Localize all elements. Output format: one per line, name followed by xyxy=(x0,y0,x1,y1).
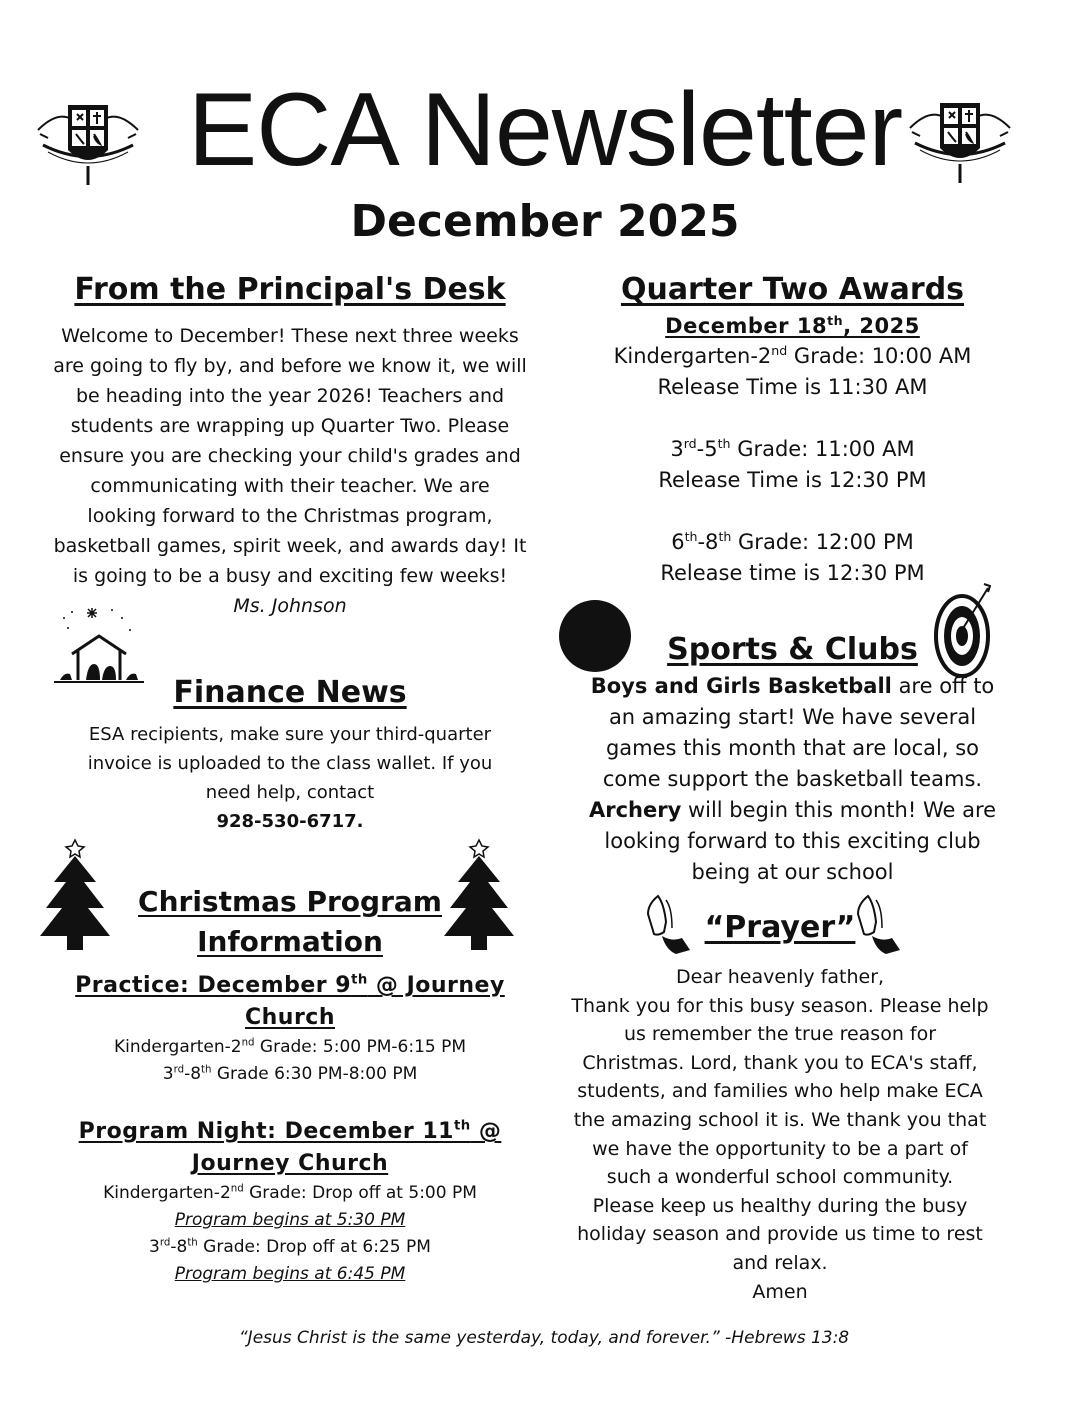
program-night-times: Kindergarten-2nd Grade: Drop off at 5:00 PM Program begins at 5:30 PM 3rd-8th Grade: Drop off at 6:25 PM Program begins at 6:45 PM xyxy=(103,1183,477,1284)
finance-message xyxy=(30,720,550,836)
practice-heading: Practice: December 9th @ Journey Church xyxy=(75,972,505,1030)
prayer-section xyxy=(530,910,1030,1306)
christmas-heading-line1: Christmas Program xyxy=(138,885,442,918)
awards-date: December 18th, 2025 xyxy=(665,313,920,338)
program-night-heading: Program Night: December 11th @ Journey Church xyxy=(78,1118,502,1176)
finance-section xyxy=(30,675,550,836)
prayer-text: Dear heavenly father, Thank you for this busy season. Please help us remember the true reason for Christmas. Lord, thank you to ECA's staff, students, and families who help make ECA the amazing school it is. We thank you that we have the opportunity to be a part of such a wonderful school community. Please keep us healthy during the busy holiday season and provide us time to rest and relax. Amen xyxy=(571,966,989,1303)
newsletter-date: December 2025 xyxy=(350,196,740,247)
finance-line: ESA recipients, make sure your third-quarter xyxy=(88,724,492,745)
finance-line: invoice is uploaded to the class wallet. If you xyxy=(87,753,493,774)
footer-quote: “Jesus Christ is the same yesterday, today, and forever.” -Hebrews 13:8 xyxy=(238,1328,850,1348)
principal-line: students are wrapping up Quarter Two. Please xyxy=(70,415,510,437)
awards-section xyxy=(540,272,1045,589)
sports-section xyxy=(540,632,1045,888)
finance-phone: 928-530-6717. xyxy=(216,811,364,832)
sports-message: Boys and Girls Basketball are off to an amazing start! We have several games this month that are local, so come support the basketball teams. Archery will begin this month! We are looking forward to this exciting club being at our school xyxy=(588,674,997,884)
principal-line: looking forward to the Christmas program, xyxy=(87,505,493,527)
finance-line: need help, contact xyxy=(205,782,375,803)
principal-line: is going to be a busy and exciting few weeks! xyxy=(72,565,508,587)
principal-line: Welcome to December! These next three weeks xyxy=(61,325,519,347)
christmas-heading-line2: Information xyxy=(197,925,383,958)
principal-message xyxy=(30,321,550,621)
nativity-icon xyxy=(52,604,147,686)
practice-times: Kindergarten-2nd Grade: 5:00 PM-6:15 PM 3rd-8th Grade 6:30 PM-8:00 PM xyxy=(113,1037,467,1084)
principal-section xyxy=(30,272,550,621)
principal-line: ensure you are checking your child's grades and xyxy=(59,445,521,467)
principal-line: are going to fly by, and before we know it, we will xyxy=(53,355,527,377)
christmas-program-section xyxy=(30,882,550,1288)
principal-signature: Ms. Johnson xyxy=(233,595,347,617)
christmas-heading xyxy=(30,882,550,962)
principal-line: communicating with their teacher. We are xyxy=(90,475,490,497)
principal-heading: From the Principal's Desk xyxy=(74,272,506,307)
newsletter-title: ECA Newsletter xyxy=(187,72,903,188)
principal-line: be heading into the year 2026! Teachers and xyxy=(75,385,505,407)
prayer-heading: “Prayer” xyxy=(704,910,856,945)
finance-heading: Finance News xyxy=(173,675,407,710)
sports-heading: Sports & Clubs xyxy=(667,632,918,667)
principal-line: basketball games, spirit week, and awards day! It xyxy=(53,535,527,557)
school-crest-logo-left xyxy=(28,90,148,200)
awards-schedule: Kindergarten-2nd Grade: 10:00 AM Release Time is 11:30 AM 3rd-5th Grade: 11:00 AM Release Time is 12:30 PM 6th-8th Grade: 12:00 PM Release time is 12:30 PM xyxy=(613,343,972,585)
awards-heading: Quarter Two Awards xyxy=(620,272,965,307)
